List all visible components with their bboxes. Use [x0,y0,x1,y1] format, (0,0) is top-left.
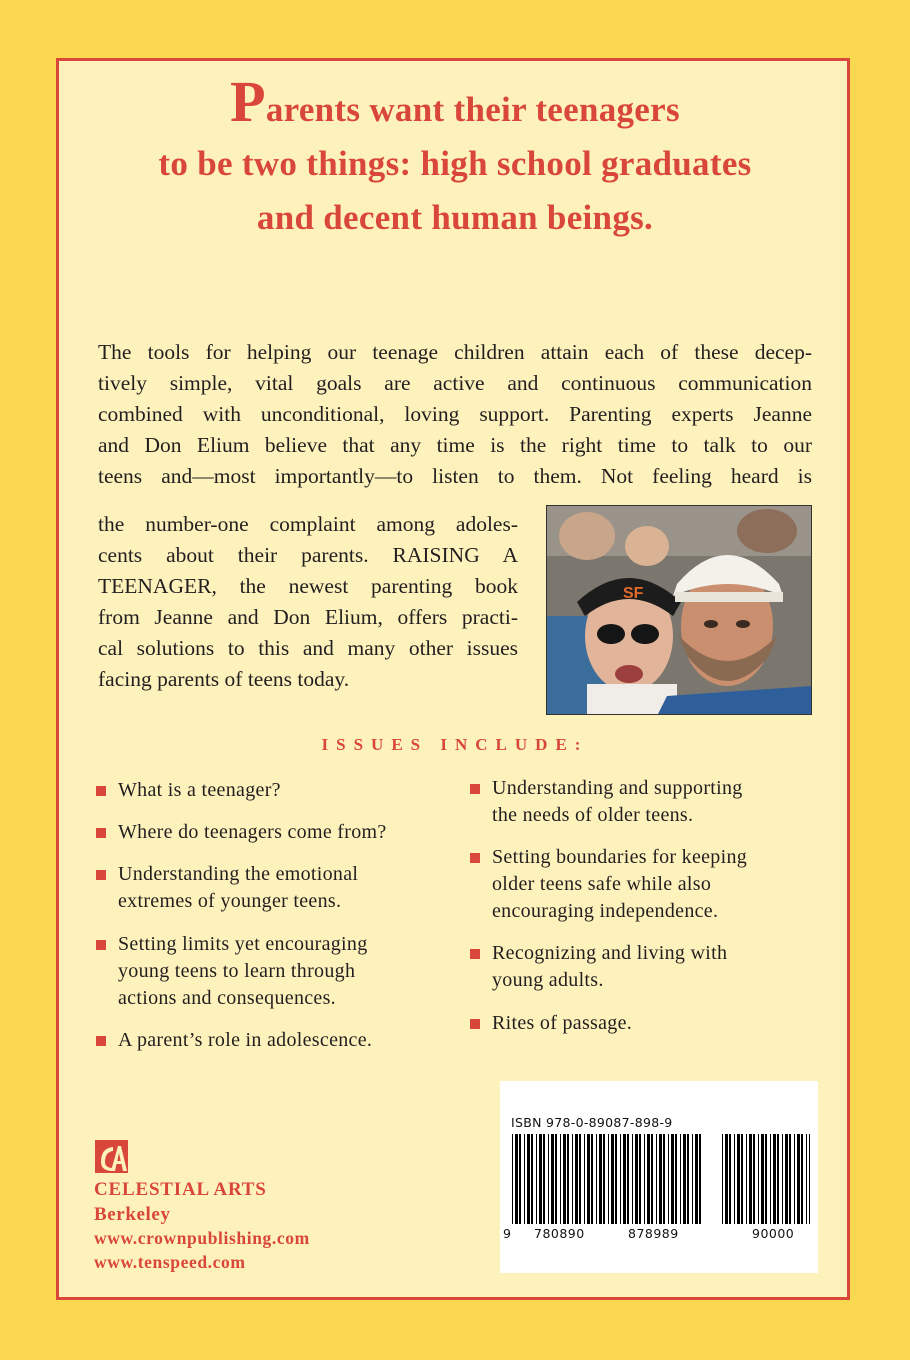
barcode-group-1: 780890 [534,1226,585,1241]
headline-initial: P [230,69,266,134]
body-line: tively simple, vital goals are active and continuous communication [98,371,812,395]
body-line: and Don Elium believe that any time is the right time to talk to our [98,433,812,457]
body-line: the number-one complaint among adoles- [98,512,518,536]
issue-item [492,940,727,994]
issue-text: young adults. [492,969,604,991]
issue-item [118,1027,372,1054]
issue-text: encouraging independence. [492,900,719,922]
headline [0,69,910,245]
issue-text: the needs of older teens. [492,804,694,826]
bullet-square-icon [96,786,106,796]
bullet-square-icon [96,1036,106,1046]
publisher-url-tenspeed[interactable]: www.tenspeed.com [94,1252,246,1272]
issue-text: Understanding the emotional [118,863,359,885]
issues-heading: ISSUES INCLUDE: [321,735,589,754]
issue-text: What is a teenager? [118,779,281,801]
issue-text: Where do teenagers come from? [118,821,387,843]
body-line: teens and—most importantly—to listen to them. Not feeling heard is [98,464,812,488]
issue-text: A parent’s role in adolescence. [118,1029,373,1051]
isbn-text: ISBN 978-0-89087-898-9 [511,1115,673,1130]
bullet-square-icon [470,949,480,959]
barcode-first-digit: 9 [503,1226,512,1241]
issue-item [118,819,387,846]
bullet-square-icon [470,784,480,794]
headline-line-2: to be two things: high school graduates [158,144,752,183]
issue-text: Recognizing and living with [492,942,728,964]
issue-text: Understanding and supporting [492,777,743,799]
bullet-square-icon [96,870,106,880]
issue-item [492,775,743,829]
bullet-square-icon [470,1019,480,1029]
barcode-icon [512,1134,812,1224]
bullet-square-icon [96,940,106,950]
body-line: cal solutions to this and many other issues [98,636,518,660]
publisher-city: Berkeley [94,1204,171,1225]
body-line: from Jeanne and Don Elium, offers practi- [98,605,518,629]
body-line: combined with unconditional, loving support. Parenting experts Jeanne [98,402,812,426]
barcode-group-2: 878989 [628,1226,679,1241]
body-line: cents about their parents. RAISING A [98,543,518,567]
bullet-square-icon [96,828,106,838]
bullet-square-icon [470,853,480,863]
celestial-arts-logo-icon [95,1140,128,1173]
author-photo-drawing [547,506,812,715]
headline-line-1 [0,69,910,137]
author-photo [546,505,812,715]
issue-text: extremes of younger teens. [118,890,342,912]
publisher-name: CELESTIAL ARTS [94,1179,267,1200]
headline-line-1-rest: arents want their teenagers [265,90,680,129]
issue-item [118,931,368,1012]
issue-text: young teens to learn through [118,960,356,982]
headline-line-3: and decent human beings. [256,198,654,237]
body-line: The tools for helping our teenage children attain each of these decep- [98,340,812,364]
issue-text: Rites of passage. [492,1012,633,1034]
barcode-addon: 90000 [752,1226,795,1241]
issue-text: Setting boundaries for keeping [492,846,748,868]
issue-item [492,844,747,925]
body-line: TEENAGER, the newest parenting book [98,574,518,598]
issue-text: older teens safe while also [492,873,712,895]
issue-item [118,861,358,915]
svg-text:SF: SF [623,585,644,602]
publisher-url-crown[interactable]: www.crownpublishing.com [94,1228,310,1248]
issue-item [118,777,281,804]
body-line: facing parents of teens today. [98,667,350,691]
issue-text: actions and consequences. [118,987,336,1009]
issue-text: Setting limits yet encouraging [118,933,368,955]
issue-item [492,1010,632,1037]
